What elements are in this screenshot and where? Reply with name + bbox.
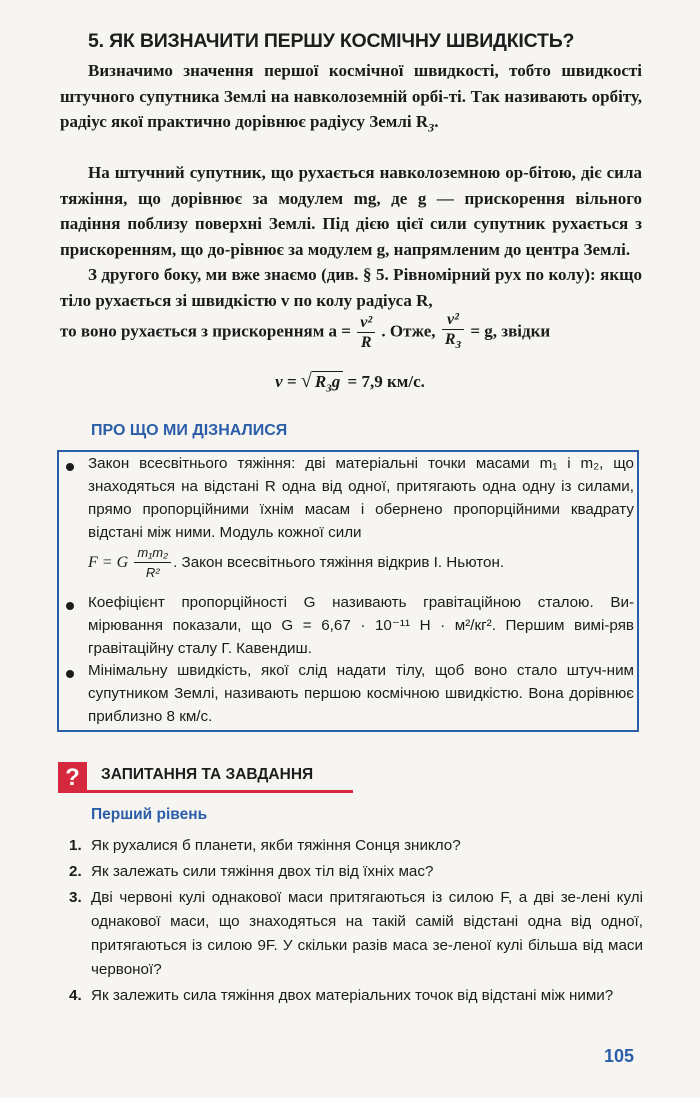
task-number: 3.: [69, 889, 82, 906]
v-formula-left: v =: [275, 372, 297, 391]
summary-item-gravitation-law: [88, 452, 634, 544]
paragraph-3: [60, 262, 642, 313]
fraction-2-den-sub: З: [455, 339, 462, 352]
sqrt-symbol: √: [300, 370, 312, 392]
summary-heading: ПРО ЩО МИ ДІЗНАЛИСЯ: [91, 422, 288, 439]
sqrt-r: R: [314, 372, 327, 391]
paragraph-1: [60, 58, 642, 141]
questions-heading: ЗАПИТАННЯ ТА ЗАВДАННЯ: [101, 766, 314, 783]
page-number: 105: [604, 1046, 635, 1066]
paragraph-1-end: .: [434, 112, 439, 131]
fraction-v2-over-r: [357, 313, 375, 352]
bullet-icon: [66, 670, 74, 678]
question-mark-icon: ?: [58, 762, 87, 793]
bullet-icon: [66, 463, 74, 471]
gravitation-fraction-denominator: R²: [145, 565, 160, 581]
summary-item-2-text: Коефіцієнт пропорційності G називають гравітаційною сталою. Ви-мірювання показали, що G = 6,67 · 10⁻¹¹ Н · м²/кг². Першим вимі-ряв гравітаційну сталу Г. Кавендиш.: [88, 594, 634, 657]
fraction-2-den-r: R: [444, 331, 456, 348]
first-cosmic-velocity-formula: [0, 370, 700, 394]
task-number: 1.: [69, 837, 82, 854]
gravitation-fraction-numerator: m₁m₂: [134, 543, 171, 563]
fraction-2-numerator: v²: [442, 310, 464, 330]
task-item: Як рухалися б планети, якби тяжіння Сонця зникло?: [91, 837, 461, 854]
bullet-icon: [66, 602, 74, 610]
fraction-2-denominator: [442, 330, 464, 355]
task-number: 4.: [69, 987, 82, 1004]
task-item: Як залежить сила тяжіння двох матеріальних точок від відстані між ними?: [91, 987, 614, 1004]
v-formula-right: = 7,9 км/с.: [347, 372, 425, 391]
task-number: 2.: [69, 863, 82, 880]
formula-prefix: то воно рухається з прискоренням a =: [60, 321, 351, 341]
formula-mid-text: . Отже,: [381, 321, 436, 341]
summary-item-gravitational-constant: [88, 591, 634, 660]
questions-heading-rule: [87, 790, 353, 793]
paragraph-1-text: Визначимо значення першої космічної швидкості, тобто швидкості штучного супутника Землі на навколоземній орбі-ті. Так називають орбіту, радіус якої практично дорівнює радіусу Землі R: [60, 61, 642, 131]
gravitation-formula-line: [88, 543, 634, 583]
formula-end-text: = g, звідки: [470, 321, 551, 341]
sqrt-content: [312, 371, 343, 394]
task-item: Як залежать сили тяжіння двох тіл від їхніх мас?: [91, 863, 434, 880]
summary-item-first-cosmic-velocity: [88, 659, 634, 728]
radius-subscript: З: [428, 120, 435, 135]
gravitation-formula-end: . Закон всесвітнього тяжіння відкрив І. Ньютон.: [173, 554, 505, 571]
level-heading: Перший рівень: [91, 806, 208, 823]
paragraph-3-text: З другого боку, ми вже знаємо (див. § 5. Рівномірний рух по колу): якщо тіло рухається зі швидкістю v по колу радіуса R,: [60, 265, 642, 310]
fraction-v2-over-rz: [442, 310, 464, 355]
paragraph-2-text: На штучний супутник, що рухається навколоземною ор-бітою, діє сила тяжіння, що дорівнює за модулем mg, де g — прискорення вільного падіння поблизу поверхні Землі. Під дією цієї сили супутник рухається з прискоренням, що до-рівнює за модулем g, напрямленим до центра Землі.: [60, 163, 642, 259]
gravitation-formula-left: F = G: [88, 554, 129, 571]
summary-item-1-text: Закон всесвітнього тяжіння: дві матеріальні точки масами m₁ і m₂, що знаходяться на відстані R одна від одної, притягають одна одну із силами, прямо пропорційними їхнім масам і обернено пропорційними квадрату відстані між ними. Модуль кожної сили: [88, 455, 634, 541]
fraction-1-numerator: v²: [357, 313, 375, 333]
section-title: 5. ЯК ВИЗНАЧИТИ ПЕРШУ КОСМІЧНУ ШВИДКІСТЬ?: [88, 30, 575, 52]
sqrt-r-sub: З: [326, 382, 332, 395]
acceleration-formula-line: [60, 310, 642, 360]
gravitation-fraction: [134, 543, 171, 582]
paragraph-2: [60, 160, 642, 262]
sqrt-g: g: [331, 372, 341, 391]
fraction-1-denominator: R: [360, 334, 372, 352]
summary-item-3-text: Мінімальну швидкість, якої слід надати тілу, щоб воно стало штуч-ним супутником Землі, називають першою космічною швидкістю. Вона дорівнює приблизно 8 км/с.: [88, 662, 634, 725]
task-item: Дві червоні кулі однакової маси притягаються із силою F, а дві зе-лені кулі однакової маси, що знаходяться на такій самій відстані одна від одної, притягаються із силою 9F. У скільки разів маса зе-леної кулі більша від маси червоної?: [91, 889, 643, 978]
